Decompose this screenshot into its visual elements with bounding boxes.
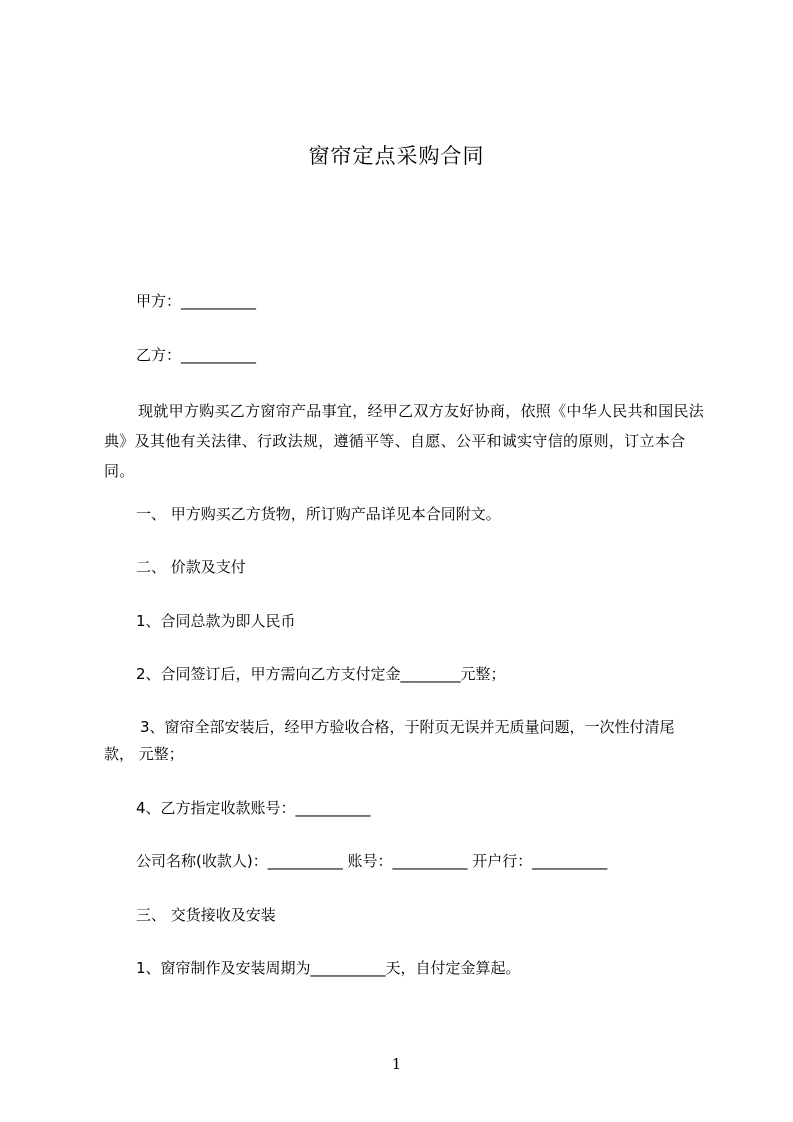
clause-2-4: 4、乙方指定收款账号：__________ xyxy=(136,799,371,817)
party-a-line: 甲方：__________ xyxy=(136,292,257,310)
clause-2-2: 2、合同签订后，甲方需向乙方支付定金________元整； xyxy=(136,665,506,683)
clause-2-1: 1、合同总款为即人民币 xyxy=(136,612,296,630)
section-1-heading: 一、 甲方购买乙方货物，所订购产品详见本合同附文。 xyxy=(136,505,501,523)
company-info-line: 公司名称(收款人)：__________ 账号：__________ 开户行：__________ xyxy=(136,852,608,870)
section-2-heading: 二、 价款及支付 xyxy=(136,558,246,576)
preamble-paragraph xyxy=(104,396,710,486)
clause-2-3-line-1: 3、窗帘全部安装后，经甲方验收合格，于附页无误并无质量问题，一次性付清尾 xyxy=(140,718,675,736)
party-b-line: 乙方：__________ xyxy=(136,346,257,364)
contract-title: 窗帘定点采购合同 xyxy=(308,144,485,168)
preamble-text: 现就甲方购买乙方窗帘产品事宜，经甲乙双方友好协商，依照《中华人民共和国民法典》及其他有关法律、行政法规，遵循平等、自愿、公平和诚实守信的原则，订立本合同。 xyxy=(104,402,705,480)
clause-3-1: 1、窗帘制作及安装周期为__________天，自付定金算起。 xyxy=(136,959,521,977)
page-number: 1 xyxy=(391,1055,402,1073)
clause-2-3-line-2: 款， 元整； xyxy=(104,745,184,763)
section-3-heading: 三、 交货接收及安装 xyxy=(136,906,276,924)
